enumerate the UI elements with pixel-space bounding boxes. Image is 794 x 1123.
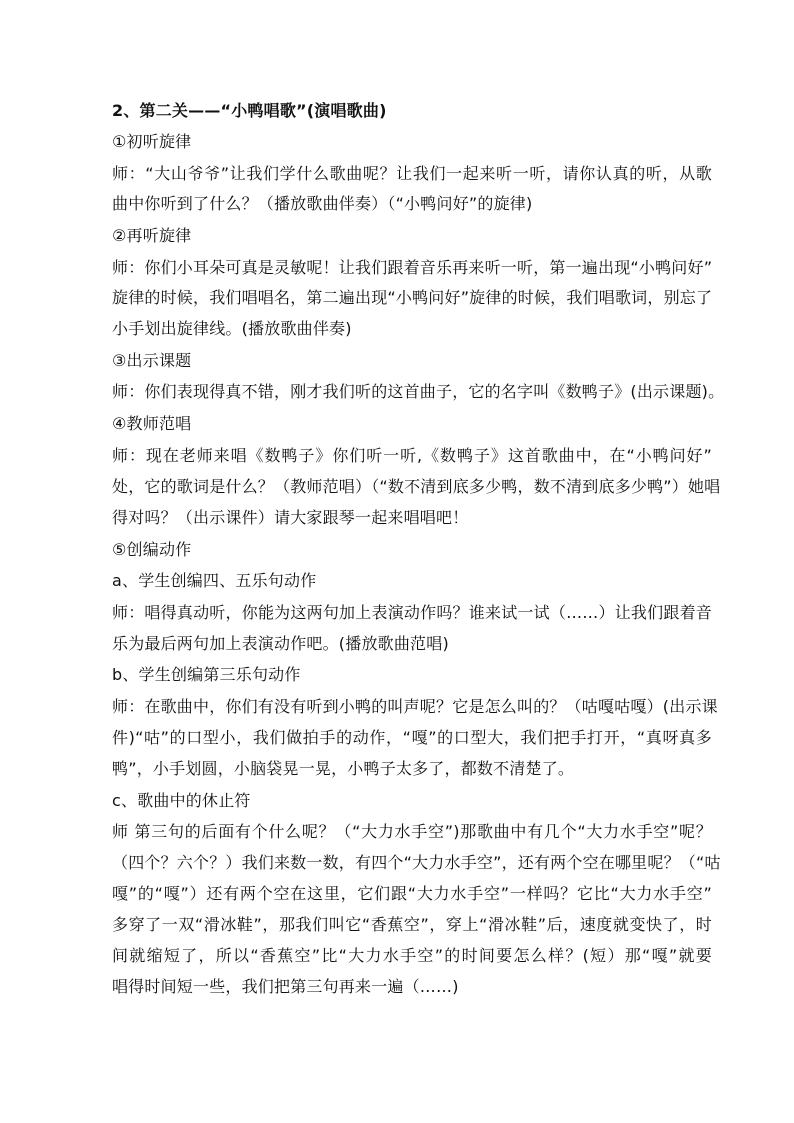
step-4-line-1: 师：现在老师来唱《数鸭子》你们听一听,《数鸭子》这首歌曲中，在“小鸭问好” [112, 446, 712, 465]
step-1-label: ①初听旋律 [112, 132, 192, 151]
substep-c-line-5: 间就缩短了，所以“香蕉空”比“大力水手空”的时间要怎么样？(短）那“嘎”就要 [112, 946, 712, 965]
substep-a-line-2: 乐为最后两句加上表演动作吧。(播放歌曲范唱) [112, 634, 449, 653]
step-5-label: ⑤创编动作 [112, 540, 192, 559]
substep-c-label: c、歌曲中的休止符 [112, 791, 251, 810]
step-4-label: ④教师范唱 [112, 414, 192, 433]
substep-b-line-2: 件)“咕”的口型小，我们做拍手的动作，“嘎”的口型大，我们把手打开，“真呀真多 [112, 728, 712, 747]
substep-c-line-4: 多穿了一双“滑冰鞋”，那我们叫它“香蕉空”，穿上“滑冰鞋”后，速度就变快了，时 [112, 915, 712, 934]
step-2-label: ②再听旋律 [112, 226, 192, 245]
section-title: 2、第二关——“小鸭唱歌”(演唱歌曲) [112, 101, 387, 120]
substep-c-line-1: 师 第三句的后面有个什么呢？（“大力水手空”)那歌曲中有几个“大力水手空”呢？ [112, 822, 712, 841]
substep-c-line-3: 嘎”的“嘎”）还有两个空在这里，它们跟“大力水手空”一样吗？它比“大力水手空” [112, 884, 712, 903]
substep-b-line-1: 师：在歌曲中，你们有没有听到小鸭的叫声呢？它是怎么叫的？（咕嘎咕嘎）(出示课 [112, 697, 718, 716]
step-1-line-1: 师：“大山爷爷”让我们学什么歌曲呢？让我们一起来听一听，请你认真的听，从歌 [112, 164, 712, 183]
substep-a-label: a、学生创编四、五乐句动作 [112, 571, 317, 590]
step-3-label: ③出示课题 [112, 351, 192, 370]
step-2-line-2: 旋律的时候，我们唱唱名，第二遍出现“小鸭问好”旋律的时候，我们唱歌词，别忘了 [112, 288, 713, 307]
step-2-line-3: 小手划出旋律线。(播放歌曲伴奏) [112, 319, 352, 338]
step-1-line-2: 曲中你听到了什么？（播放歌曲伴奏）（“小鸭问好”的旋律) [112, 194, 533, 213]
step-3-line-1: 师：你们表现得真不错，刚才我们听的这首曲子，它的名字叫《数鸭子》(出示课题)。 [112, 382, 725, 401]
substep-c-line-2: （四个？六个？）我们来数一数，有四个“大力水手空”，还有两个空在哪里呢？（“咕 [112, 853, 721, 872]
substep-b-line-3: 鸭”，小手划圆，小脑袋晃一晃，小鸭子太多了，都数不清楚了。 [112, 759, 575, 778]
step-4-line-3: 得对吗？（出示课件）请大家跟琴一起来唱唱吧！ [112, 508, 469, 527]
substep-a-line-1: 师：唱得真动听，你能为这两句加上表演动作吗？谁来试一试（……）让我们跟着音 [112, 603, 712, 622]
substep-c-line-6: 唱得时间短一些，我们把第三句再来一遍（……) [112, 977, 459, 996]
step-2-line-1: 师：你们小耳朵可真是灵敏呢！让我们跟着音乐再来听一听，第一遍出现“小鸭问好” [112, 258, 713, 277]
substep-b-label: b、学生创编第三乐句动作 [112, 665, 301, 684]
step-4-line-2: 处，它的歌词是什么？（教师范唱）（“数不清到底多少鸭，数不清到底多少鸭”）她唱 [112, 477, 721, 496]
